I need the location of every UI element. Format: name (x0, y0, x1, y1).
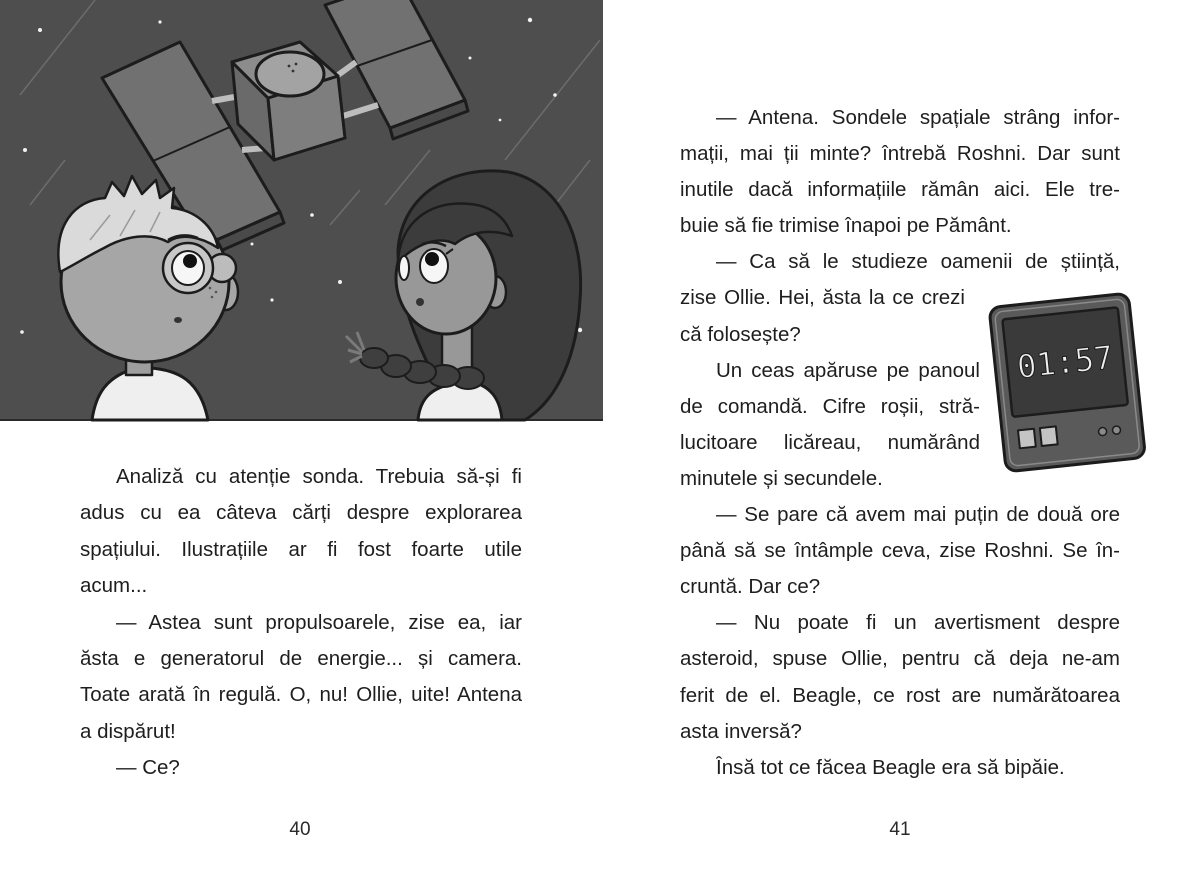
boy-mouth (174, 317, 182, 323)
page-number: 41 (889, 819, 911, 840)
clock-icon (985, 285, 1150, 475)
left-page-text (80, 459, 522, 787)
text-line: — Nu poate fi un avertisment despre (716, 611, 1120, 635)
text-line: adus cu ea câteva cărți despre explorarea (80, 501, 522, 525)
clock-display: 01:57 (1015, 338, 1116, 387)
paragraph (680, 100, 1120, 244)
text-line: — Antena. Sondele spațiale strâng infor- (716, 106, 1120, 129)
boy-pupil (183, 254, 197, 268)
star (270, 298, 273, 301)
text-line: spațiului. Ilustrațiile ar fi fost foarte utile (80, 537, 522, 561)
text-line: Un ceas apăruse pe panoul (716, 358, 980, 382)
paragraph (80, 605, 522, 751)
probe-dish (256, 52, 324, 96)
clock-knob (1098, 427, 1107, 436)
star (469, 57, 472, 60)
text-line: — Ce? (116, 756, 180, 780)
text-line: Însă tot ce făcea Beagle era să bipăie. (716, 755, 1065, 779)
text-line: inutile dacă informațiile rămân aici. Ele tre- (680, 178, 1120, 202)
star (251, 243, 254, 246)
girl-pupil (425, 252, 439, 266)
braid-segment (360, 348, 388, 368)
text-line: — Astea sunt propulsoarele, zise ea, iar (116, 610, 522, 634)
dish-dot (295, 63, 298, 66)
freckle (209, 287, 212, 290)
star (578, 328, 582, 332)
text-line: minutele și secundele. (680, 466, 883, 490)
star (158, 20, 161, 23)
text-line: asta inversă? (680, 719, 802, 743)
paragraph (80, 750, 522, 786)
paragraph (680, 750, 1120, 786)
text-line: Toate arată în regulă. O, nu! Ollie, uite! Antena (80, 683, 522, 707)
clock-button (1018, 429, 1036, 449)
page-number: 40 (289, 819, 311, 840)
text-line: ferit de el. Beagle, ce rost are numărătoarea (680, 683, 1120, 707)
text-line: că folosește? (680, 322, 801, 346)
dish-dot (292, 70, 295, 73)
star (338, 280, 342, 284)
text-line: acum... (80, 574, 148, 598)
text-line: până să se întâmple ceva, zise Roshni. Se în- (680, 539, 1120, 563)
clock-knob (1112, 426, 1121, 435)
clock-button (1040, 426, 1058, 446)
text-line: ăsta e generatorul de energie... și camera. (80, 646, 522, 670)
freckle (215, 291, 218, 294)
text-line: Analiză cu atenție sonda. Trebuia să-și fi (116, 465, 522, 488)
text-line: cruntă. Dar ce? (680, 575, 821, 599)
paragraph (80, 459, 522, 605)
girl-mouth (416, 298, 424, 306)
paragraph (680, 605, 1120, 749)
text-line: buie să fie trimise înapoi pe Pământ. (680, 214, 1012, 238)
text-line: — Ca să le studieze oamenii de știință, (716, 250, 1120, 274)
star (23, 148, 27, 152)
star (553, 93, 557, 97)
text-line: a dispărut! (80, 719, 176, 743)
star (310, 213, 314, 217)
text-line: mații, mai ții minte? întrebă Roshni. Dar sunt (680, 142, 1120, 166)
space-illustration (0, 0, 604, 422)
star (38, 28, 42, 32)
text-line: de comandă. Cifre roșii, stră- (680, 394, 980, 418)
freckle (211, 296, 214, 299)
star (499, 119, 502, 122)
text-line: zise Ollie. Hei, ăsta la ce crezi (680, 286, 965, 310)
text-line: — Se pare că avem mai puțin de două ore (716, 503, 1120, 527)
dish-dot (288, 65, 291, 68)
text-line: asteroid, spuse Ollie, pentru că deja ne-am (680, 647, 1120, 671)
text-line: lucitoare licăreau, numărând (680, 430, 980, 454)
star (528, 18, 532, 22)
paragraph (680, 497, 1120, 605)
star (20, 330, 24, 334)
girl-eye-far (399, 256, 409, 280)
